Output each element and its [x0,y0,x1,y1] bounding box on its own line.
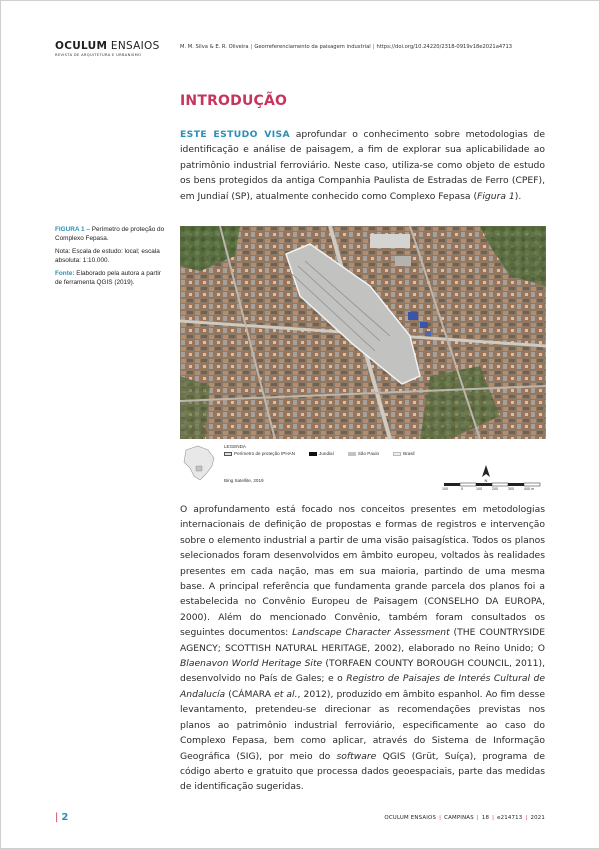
footer-separator: | [476,815,479,821]
figure-caption [55,226,165,293]
para-text: QGIS (Grüt, Suíça), programa de código aberto e gratuito que processa dados geoespaciais, parte das medidas de identificação sugeridas. [180,750,545,793]
source-text: Elaborado pela autora a partir de ferramenta QGIS (2019). [55,270,161,286]
scale-label: 400 m [524,487,534,491]
caption-title [55,226,165,243]
figure-1 [180,222,546,496]
logo-subtitle: REVISTA DE ARQUITETURA E URBANISMO [55,53,142,57]
legend-label: Perímetro de proteção IPHAN [234,451,296,456]
para-text: (THE COUNTRYSIDE AGENCY; SCOTTISH NATURAL HERITAGE, 2002), elaborado no Reino Unido; O [180,627,545,654]
header-authors: M. M. Silva & E. R. Oliveira [180,44,249,50]
scale-label: 100 [442,487,448,491]
cited-work: Blaenavon World Heritage Site [180,658,323,670]
caption-text: Perímetro de proteção do Complexo Fepasa. [55,226,165,242]
brazil-inset-map [180,444,218,484]
legend-item-jundiai [309,451,334,456]
header-separator: | [250,44,253,50]
header-separator: | [372,44,375,50]
caption-source [55,270,165,287]
legend-label: Jundiaí [319,451,334,456]
logo-thin: ENSAIOS [107,40,160,52]
footer-separator: | [439,815,442,821]
et-al: et al. [274,688,298,700]
legend-items [224,451,429,456]
caption-note: Nota: Escala de estudo: local; escala absoluta: 1:10.000. [55,248,160,264]
figure-reference[interactable]: Figura 1 [477,190,515,202]
north-label: N [484,478,488,483]
page-number [55,812,68,823]
legend-swatch [224,452,232,456]
footer-year: 2021 [530,815,545,821]
scale-bar [446,463,546,483]
para-text: , 2012), produzido em âmbito espanhol. Ao fim desse levantamento, pretendeu-se direcionar as recomendações previstas nos planos ao patrimônio industrial ferroviário, especificamente ao caso do Complexo Fepasa, bem como aplicar, através do Sistema de Informação Geográfica (SIG), por meio do [180,688,545,762]
footer-journal: OCULUM ENSAIOS [384,815,437,821]
legend-item-sao-paulo [348,451,379,456]
journal-logo [55,41,160,57]
footer-separator: | [492,815,495,821]
scale-label: 300 [508,487,514,491]
scale-label: 100 [476,487,482,491]
para-text: ). [514,190,522,202]
legend-item-brasil [393,451,415,456]
italic-term: software [336,750,377,762]
para-text: O aprofundamento está focado nos conceitos presentes em metodologias internacionais de definição de propostas e formas de registros e intervenção sobre o elemento industrial a partir de uma visão paisagística. Todos os planos selecionados foram desenvolvidos em âmbito europeu, voltados às realidades presentes em cada nação, mas em sua maioria, partindo de uma mesma base. A principal referência que fundamenta grande parcela dos planos foi a estabelecida no Convênio Europeu de Paisagem (CONSELHO DA EUROPA, 2000). Além do mencionado Convênio, também foram consultados os seguintes documentos: [180,504,545,639]
logo-bold: OCULUM [55,40,108,52]
page-number-bar: | [55,812,59,823]
footer-city: CAMPINAS [444,815,474,821]
logo-title [55,41,160,52]
scale-label: 0 [461,487,463,491]
cited-work: Registro de Paisajes de Interés Cultural de Andalucía [180,673,545,700]
scale-label: 200 [492,487,498,491]
para-text: aprofundar o conhecimento sobre metodologias de identificação e análise de paisagem, a fim de explorar sua aplicabilidade ao patrimônio industrial ferroviário. Neste caso, utiliza-se como objeto de estudo os bens protegidos da antiga Companhia Paulista de Estradas de Ferro (CPEF), em Jundiaí (SP), atualmente conhecido como Complexo Fepasa ( [180,129,545,202]
legend-swatch [309,452,317,456]
footer-volume: 18 [481,815,490,821]
source-label: Fonte: [55,270,75,278]
footer-article-id: e214713 [497,815,523,821]
lead-in: ESTE ESTUDO VISA [180,129,291,140]
running-footer [384,815,545,821]
running-header [180,44,512,50]
legend-label: São Paulo [357,451,380,456]
section-title: INTRODUÇÃO [180,93,288,109]
imagery-credit: Bing Satellite, 2019 [224,478,264,483]
cited-work: Landscape Character Assessment [292,627,450,639]
svg-text:.: . [422,222,423,226]
footer-separator: | [525,815,528,821]
legend-swatch [348,452,356,456]
header-doi-link[interactable]: https://doi.org/10.24220/2318-0919v18e2021a4713 [376,44,513,50]
legend-swatch [393,452,401,456]
legend-label: Brasil [403,451,415,456]
para-text: (CÁMARA [225,688,275,700]
map-legend [180,441,546,496]
body-paragraph [180,502,545,795]
satellite-map-image [180,222,546,439]
north-arrow-icon [482,465,490,477]
satellite-map [180,222,546,439]
para-text: (TORFAEN COUNTY BOROUGH COUNCIL, 2011), desenvolvido no País de Gales; e o [180,658,545,685]
legend-title: LEGENDA [224,444,246,449]
header-article-title: Georreferenciamento da paisagem industrial [254,44,371,50]
page-number-value: 2 [61,812,69,823]
caption-label: FIGURA 1 – [55,226,90,233]
legend-item-iphan [224,451,295,456]
intro-paragraph [180,127,545,204]
